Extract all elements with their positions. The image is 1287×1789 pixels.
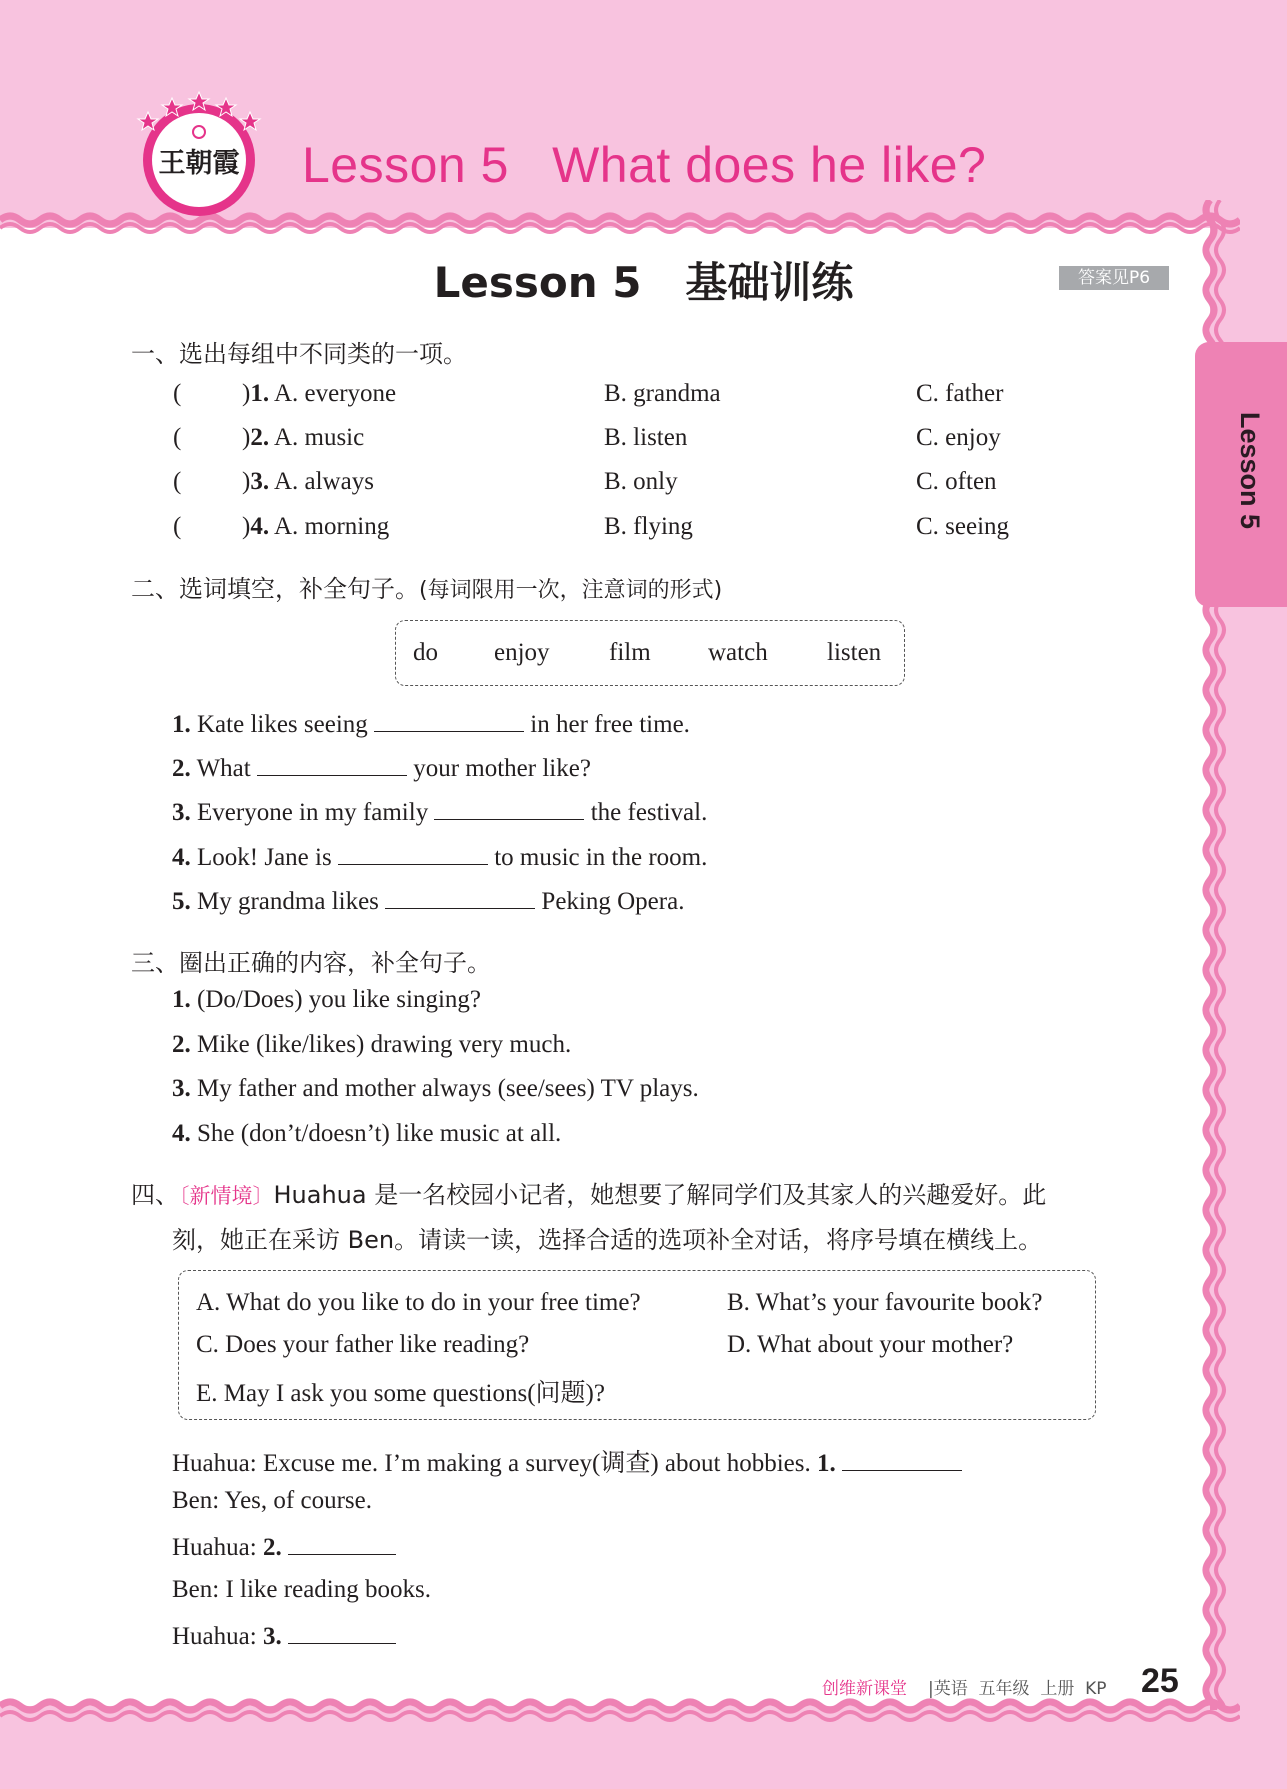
- fill-sentence: 3. Everyone in my family the festival.: [172, 799, 708, 826]
- answer-blank[interactable]: [842, 1448, 962, 1471]
- fill-sentence: 4. Look! Jane is to music in the room.: [172, 844, 708, 871]
- part4-heading: 四、〔新情境〕Huahua 是一名校园小记者，她想要了解同学们及其家人的兴趣爱好。此: [131, 1181, 1047, 1209]
- answer-blank[interactable]: [434, 797, 584, 820]
- fill-sentence: 2. What your mother like?: [172, 755, 591, 782]
- option-c: C. often: [916, 468, 997, 495]
- svg-text:王朝霞: 王朝霞: [158, 148, 240, 179]
- dialogue-line: Ben: Yes, of course.: [172, 1487, 372, 1514]
- word-bank-box: [395, 620, 905, 686]
- question-a: )1. A. everyone: [242, 380, 397, 407]
- answer-reference-badge: 答案见P6: [1059, 266, 1169, 290]
- dialogue-line: Ben: I like reading books.: [172, 1576, 431, 1603]
- answer-paren-open: (: [173, 468, 182, 495]
- publisher-logo: [134, 90, 264, 220]
- fill-sentence: 1. Kate likes seeing in her free time.: [172, 711, 690, 738]
- word-bank-item: enjoy: [494, 639, 550, 666]
- answer-paren-open: (: [173, 380, 182, 407]
- answer-blank[interactable]: [385, 886, 535, 909]
- option-e: E. May I ask you some questions(问题)?: [196, 1380, 605, 1407]
- dialogue-line: Huahua: Excuse me. I’m making a survey(调查) about hobbies. 1.: [172, 1443, 962, 1479]
- fill-sentence: 5. My grandma likes Peking Opera.: [172, 888, 685, 915]
- new-context-tag: 〔新情境〕: [179, 1184, 274, 1208]
- word-bank-item: film: [609, 639, 651, 666]
- circle-sentence: 2. Mike (like/likes) drawing very much.: [172, 1031, 572, 1058]
- part2-heading: 二、选词填空，补全句子。(每词限用一次，注意词的形式): [131, 575, 723, 603]
- word-bank-item: watch: [708, 639, 768, 666]
- answer-blank[interactable]: [288, 1621, 396, 1644]
- side-tab-label: Lesson 5: [1235, 412, 1265, 530]
- answer-paren-open: (: [173, 513, 182, 540]
- dialogue-line: Huahua: 2.: [172, 1532, 396, 1562]
- question-a: )4. A. morning: [242, 513, 390, 540]
- answer-blank[interactable]: [288, 1532, 396, 1555]
- option-b: B. What’s your favourite book?: [727, 1289, 1043, 1316]
- word-bank-item: listen: [827, 639, 882, 666]
- circle-sentence: 1. (Do/Does) you like singing?: [172, 986, 481, 1013]
- options-box: [178, 1270, 1096, 1420]
- option-b: B. only: [604, 468, 678, 495]
- option-c: C. father: [916, 380, 1004, 407]
- option-b: B. grandma: [604, 380, 721, 407]
- option-c: C. enjoy: [916, 424, 1001, 451]
- footer-book-info: |英语 五年级 上册 KP: [928, 1679, 1107, 1699]
- answer-paren-open: (: [173, 424, 182, 451]
- question-a: )2. A. music: [242, 424, 365, 451]
- footer-series-name: 创维新课堂: [822, 1679, 907, 1699]
- answer-blank[interactable]: [374, 709, 524, 732]
- dialogue-line: Huahua: 3.: [172, 1621, 396, 1651]
- side-tab-lesson: [1195, 342, 1287, 607]
- option-b: B. listen: [604, 424, 688, 451]
- lesson-title: Lesson 5 What does he like?: [302, 137, 987, 193]
- answer-blank[interactable]: [338, 842, 488, 865]
- page-number: 25: [1141, 1662, 1179, 1700]
- option-c: C. Does your father like reading?: [196, 1331, 530, 1358]
- option-b: B. flying: [604, 513, 693, 540]
- part1-heading: 一、选出每组中不同类的一项。: [131, 340, 467, 368]
- option-c: C. seeing: [916, 513, 1010, 540]
- section-title: Lesson 5 基础训练: [433, 258, 854, 307]
- option-a: A. What do you like to do in your free time?: [196, 1289, 641, 1316]
- word-bank-item: do: [413, 639, 438, 666]
- circle-sentence: 4. She (don’t/doesn’t) like music at all.: [172, 1120, 562, 1147]
- option-d: D. What about your mother?: [727, 1331, 1014, 1358]
- part4-instruction: 刻，她正在采访 Ben。请读一读，选择合适的选项补全对话，将序号填在横线上。: [172, 1226, 1043, 1254]
- question-a: )3. A. always: [242, 468, 374, 495]
- answer-blank[interactable]: [257, 753, 407, 776]
- part3-heading: 三、圈出正确的内容，补全句子。: [131, 949, 491, 977]
- circle-sentence: 3. My father and mother always (see/sees) TV plays.: [172, 1075, 699, 1102]
